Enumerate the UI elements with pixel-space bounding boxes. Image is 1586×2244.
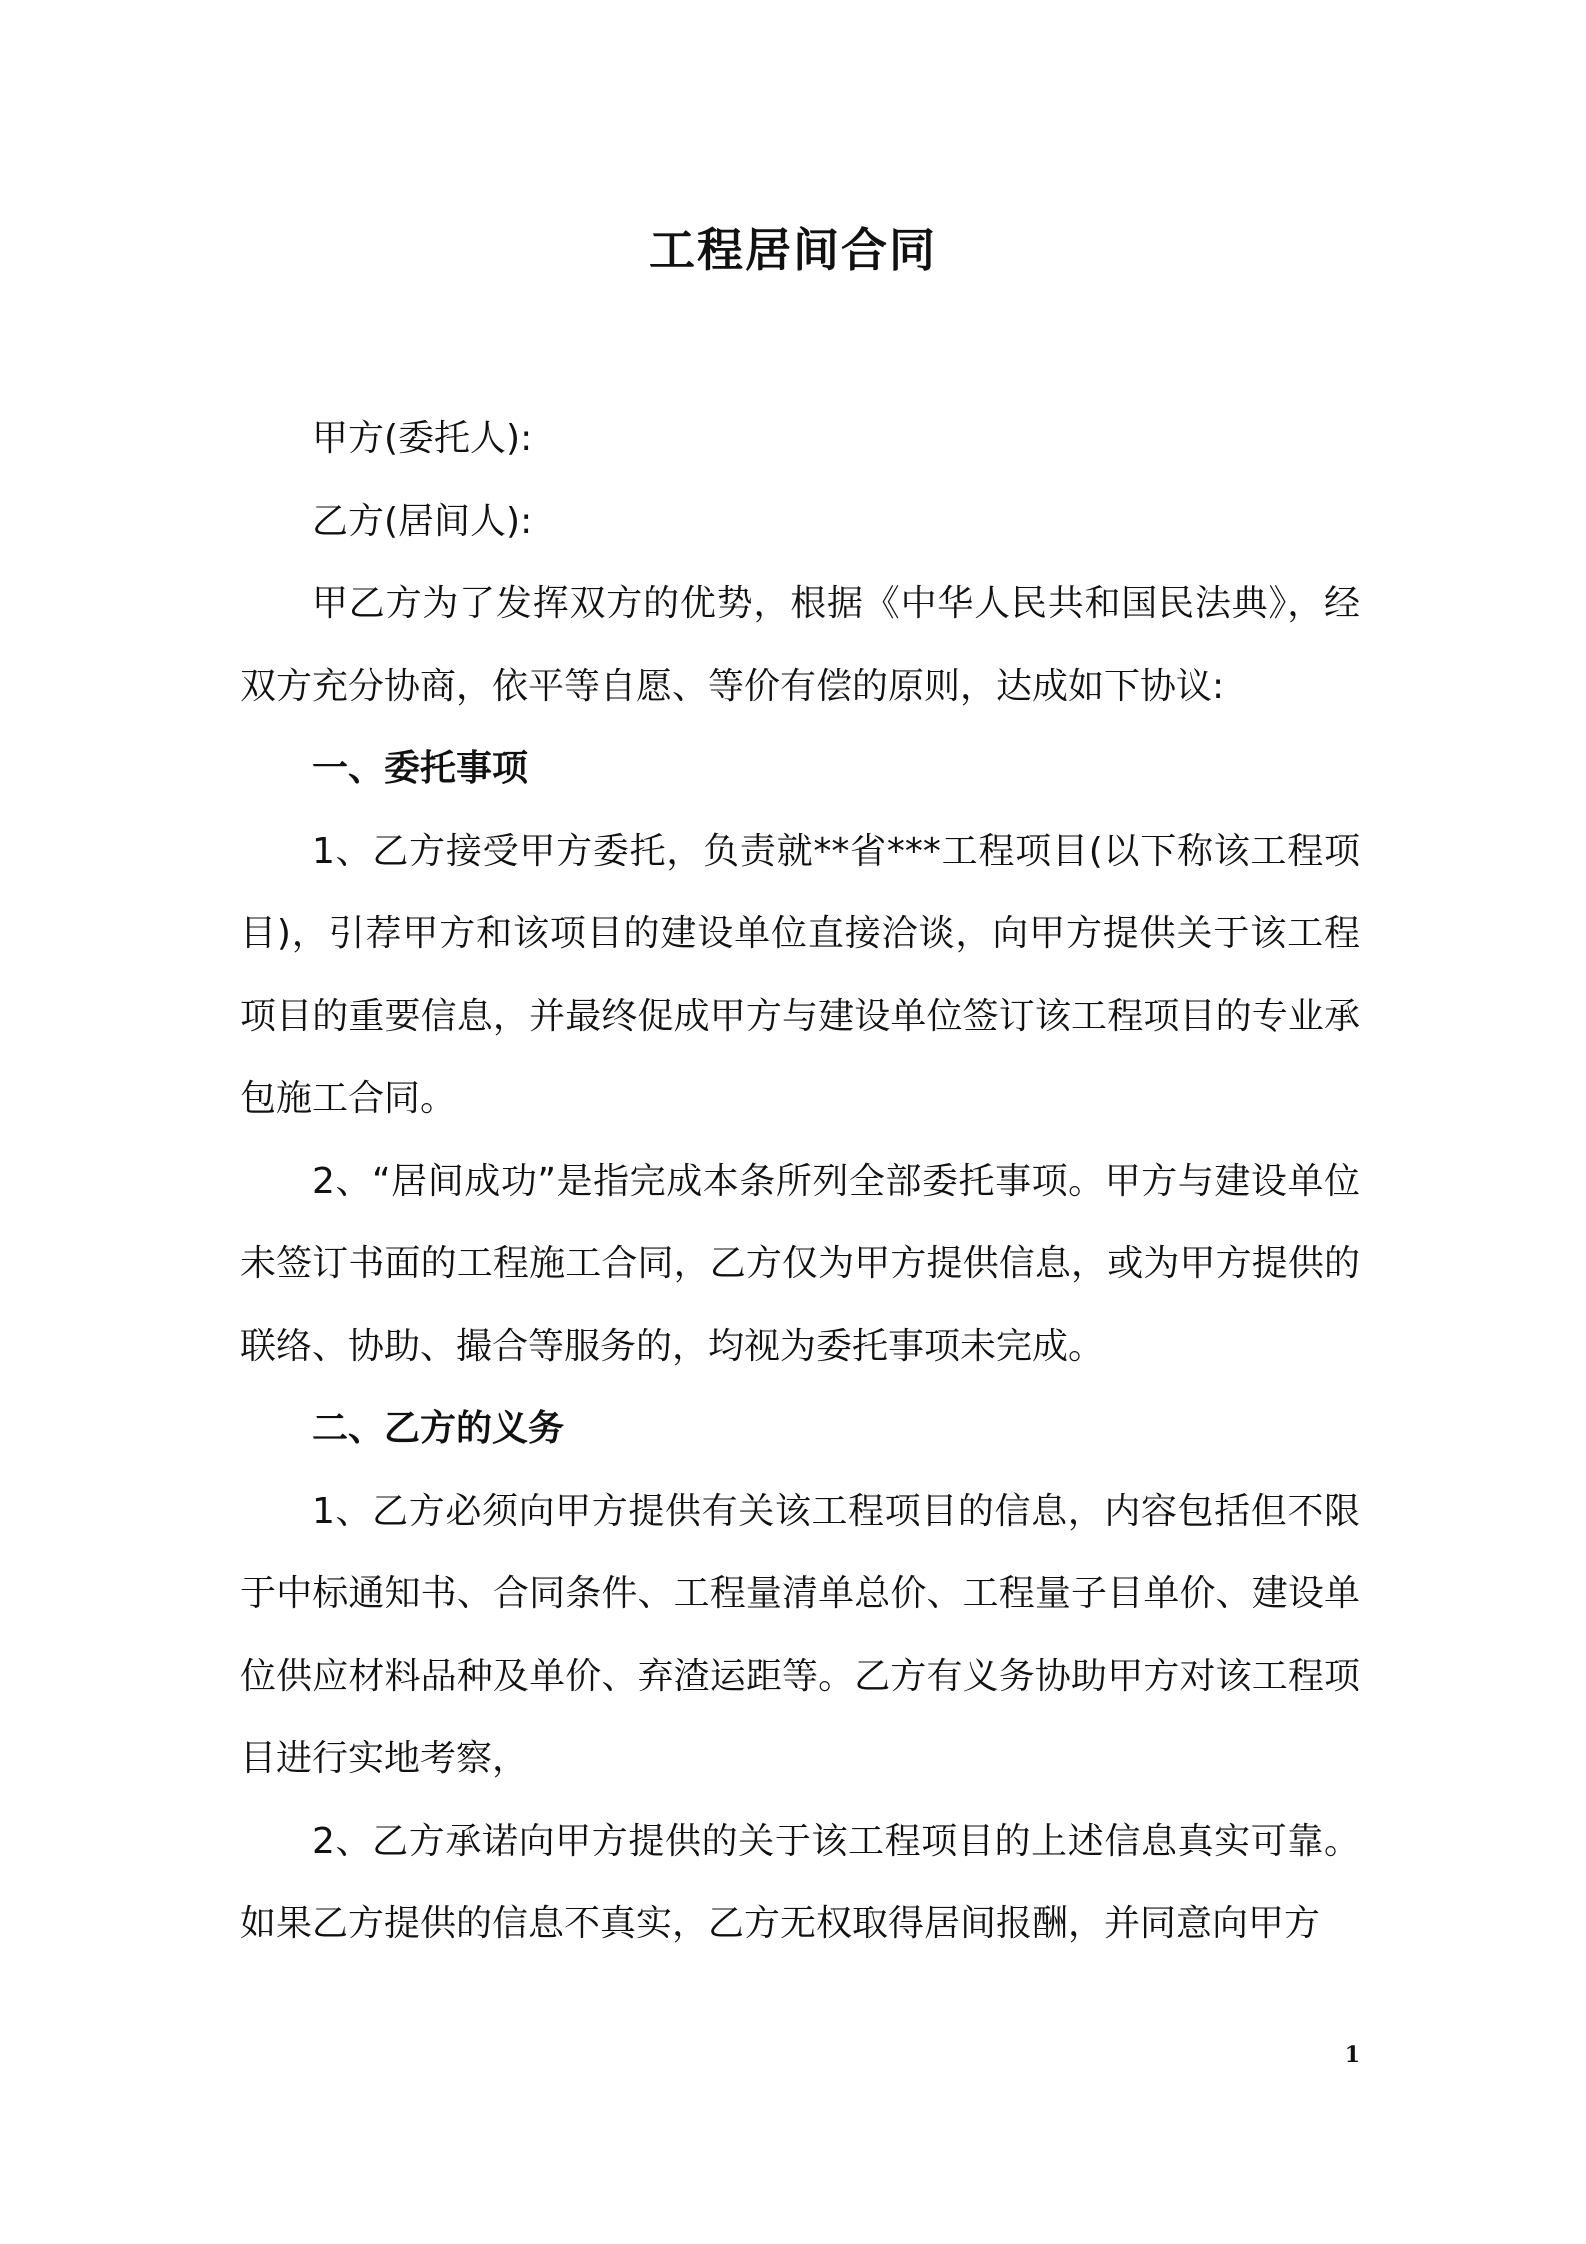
party-a-line: 甲方(委托人): bbox=[312, 418, 533, 459]
clause-1-1: 1、乙方接受甲方委托，负责就**省***工程项目(以下称该工程项目)，引荐甲方和该项目的建设单位直接洽谈，向甲方提供关于该工程项目的重要信息，并最终促成甲方与建设单位签订该工程项目的专业承包施工合同。 bbox=[240, 830, 1360, 1119]
preamble-paragraph: 甲乙方为了发挥双方的优势，根据《中华人民共和国民法典》，经双方充分协商，依平等自愿、等价有偿的原则，达成如下协议: bbox=[240, 583, 1360, 707]
page-number: 1 bbox=[1344, 2042, 1360, 2068]
clause-2-2: 2、乙方承诺向甲方提供的关于该工程项目的上述信息真实可靠。如果乙方提供的信息不真实，乙方无权取得居间报酬，并同意向甲方 bbox=[240, 1820, 1360, 1944]
section-heading-party-b-obligations: 二、乙方的义务 bbox=[312, 1408, 565, 1449]
document-body bbox=[240, 398, 1360, 1966]
document-title: 工程居间合同 bbox=[649, 223, 937, 277]
party-b-line: 乙方(居间人): bbox=[312, 500, 533, 542]
section-heading-entrusted-matters: 一、委托事项 bbox=[312, 748, 529, 789]
clause-1-2: 2、“居间成功”是指完成本条所列全部委托事项。甲方与建设单位未签订书面的工程施工合同，乙方仅为甲方提供信息，或为甲方提供的联络、协助、撮合等服务的，均视为委托事项未完成。 bbox=[240, 1160, 1360, 1367]
clause-2-1: 1、乙方必须向甲方提供有关该工程项目的信息，内容包括但不限于中标通知书、合同条件、工程量清单总价、工程量子目单价、建设单位供应材料品种及单价、弃渣运距等。乙方有义务协助甲方对该工程项目进行实地考察， bbox=[240, 1490, 1360, 1779]
